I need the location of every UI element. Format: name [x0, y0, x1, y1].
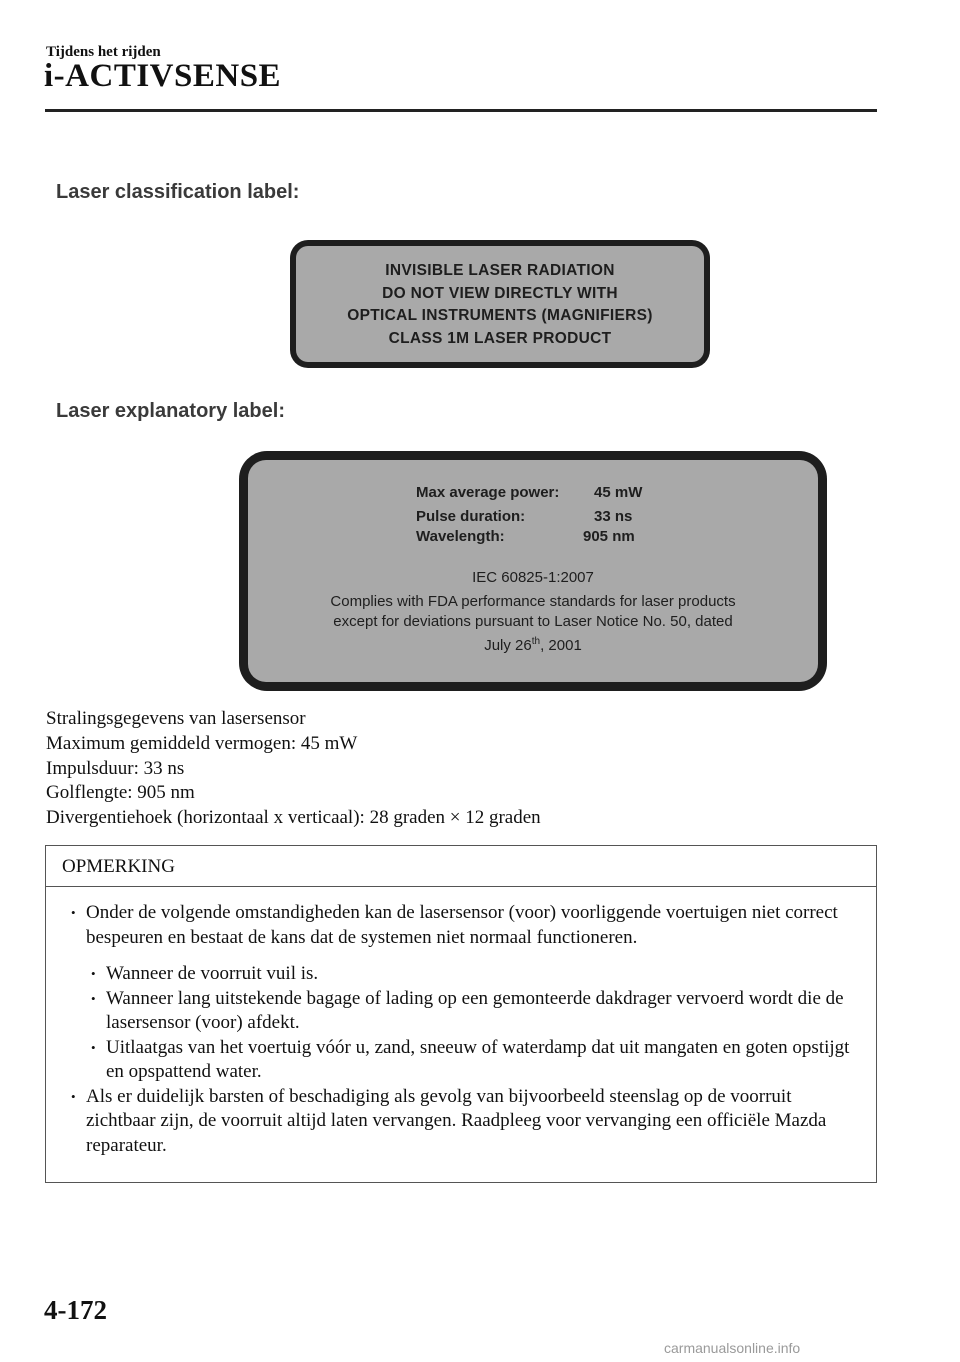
note-subitem: • Wanneer lang uitstekende bagage of lading op een gemonteerde dakdrager vervoerd wordt die de lasersensor (voor) afdekt.	[84, 987, 858, 1036]
explanatory-label-plate	[239, 451, 827, 691]
spec-value-power: 45 mW	[594, 484, 643, 501]
spec-value-wavelength: 905 nm	[583, 528, 635, 545]
section-label: Tijdens het rijden	[46, 44, 161, 60]
notice-date	[248, 632, 818, 656]
spec-label-pulse: Pulse duration:	[416, 508, 526, 525]
note-title: OPMERKING	[46, 846, 876, 887]
note-box	[45, 845, 877, 1183]
radiation-line: Maximum gemiddeld vermogen: 45 mW	[46, 732, 358, 754]
note-subitem: • Uitlaatgas van het voertuig vóór u, zand, sneeuw of waterdamp dat uit mangaten en goten opstijgt en opspattend water.	[84, 1036, 858, 1085]
explanatory-label-caption: Laser explanatory label:	[56, 400, 285, 422]
classification-line: CLASS 1M LASER PRODUCT	[388, 329, 612, 347]
fda-compliance-line: except for deviations pursuant to Laser Notice No. 50, dated	[333, 613, 733, 630]
note-item: • Als er duidelijk barsten of beschadiging als gevolg van bijvoorbeeld steenslag op de voorruit zichtbaar zijn, de voorruit altijd laten vervangen. Raadpleeg voor vervanging een officiële Mazda reparateur.	[64, 1085, 858, 1159]
explanatory-label-text	[248, 460, 818, 682]
header-rule	[45, 109, 877, 112]
iec-standard: IEC 60825-1:2007	[472, 569, 594, 586]
classification-label-text	[296, 246, 704, 362]
radiation-line: Impulsduur: 33 ns	[46, 757, 185, 779]
radiation-line: Golflengte: 905 nm	[46, 782, 195, 804]
classification-label-plate	[290, 240, 710, 368]
spec-label-wavelength: Wavelength:	[416, 528, 505, 545]
classification-line: OPTICAL INSTRUMENTS (MAGNIFIERS)	[347, 307, 653, 324]
spec-label-power: Max average power:	[416, 484, 560, 501]
note-body	[46, 887, 876, 1158]
radiation-line: Divergentiehoek (horizontaal x verticaal): 28 graden × 12 graden	[46, 807, 541, 829]
notice-date-prefix: July 26	[484, 637, 532, 654]
radiation-line: Stralingsgegevens van lasersensor	[46, 708, 306, 729]
radiation-data	[46, 707, 541, 831]
page-number: 4-172	[44, 1295, 107, 1325]
note-item: • Onder de volgende omstandigheden kan de lasersensor (voor) voorliggende voertuigen niet correct bespeuren en bestaat de kans dat de systemen niet normaal functioneren.	[64, 901, 858, 950]
classification-line: DO NOT VIEW DIRECTLY WITH	[382, 284, 618, 302]
chapter-title: i-ACTIVSENSE	[44, 58, 282, 94]
classification-label-caption: Laser classification label:	[56, 181, 300, 203]
notice-date-superscript: th	[531, 636, 541, 647]
classification-line: INVISIBLE LASER RADIATION	[385, 262, 615, 279]
note-subitem: • Wanneer de voorruit vuil is.	[84, 962, 858, 987]
spec-value-pulse: 33 ns	[594, 508, 633, 525]
notice-date-suffix: , 2001	[540, 637, 582, 654]
watermark: carmanualsonline.info	[664, 1340, 801, 1356]
fda-compliance-line: Complies with FDA performance standards for laser products	[330, 593, 736, 610]
